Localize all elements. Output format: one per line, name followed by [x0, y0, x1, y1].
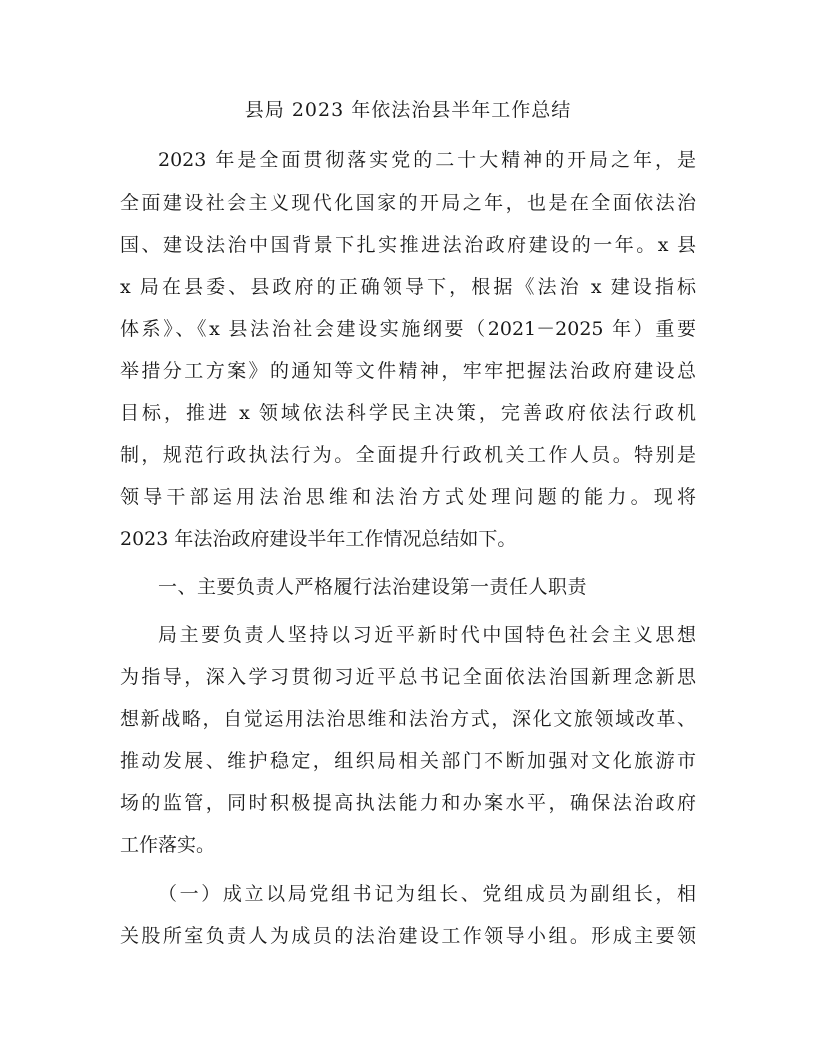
text-line: 为指导，深入学习贯彻习近平总书记全面依法治国新理念新思 — [120, 666, 696, 688]
text-line: 2023 年法治政府建设半年工作情况总结如下。 — [120, 528, 517, 550]
text-line: 举措分工方案》的通知等文件精神，牢牢把握法治政府建设总 — [120, 360, 696, 382]
text-line: x 局在县委、县政府的正确领导下，根据《法治 x 建设指标 — [120, 276, 696, 298]
text-line: 目标，推进 x 领域依法科学民主决策，完善政府依法行政机 — [120, 402, 696, 424]
text-line: 想新战略，自觉运用法治思维和法治方式，深化文旅领域改革、 — [120, 708, 696, 730]
text-line: 全面建设社会主义现代化国家的开局之年，也是在全面依法治 — [120, 192, 696, 214]
text-line: 关股所室负责人为成员的法治建设工作领导小组。形成主要领 — [120, 925, 696, 947]
text-line: 场的监管，同时积极提高执法能力和办案水平，确保法治政府 — [120, 792, 696, 814]
section-heading: 一、主要负责人严格履行法治建设第一责任人职责 — [158, 576, 588, 598]
text-line: 局主要负责人坚持以习近平新时代中国特色社会主义思想 — [158, 624, 696, 646]
text-line: 体系》、《x 县法治社会建设实施纲要（2021－2025 年）重要 — [120, 318, 696, 340]
document-title: 县局 2023 年依法治县半年工作总结 — [244, 99, 572, 121]
text-line: （一）成立以局党组书记为组长、党组成员为副组长，相 — [158, 883, 696, 905]
text-line: 国、建设法治中国背景下扎实推进法治政府建设的一年。x 县 — [120, 234, 696, 256]
text-line: 制，规范行政执法行为。全面提升行政机关工作人员。特别是 — [120, 444, 696, 466]
text-line: 工作落实。 — [120, 834, 216, 856]
text-line: 2023 年是全面贯彻落实党的二十大精神的开局之年，是 — [158, 149, 696, 171]
text-line: 领导干部运用法治思维和法治方式处理问题的能力。现将 — [120, 486, 696, 508]
text-line: 推动发展、维护稳定，组织局相关部门不断加强对文化旅游市 — [120, 750, 696, 772]
